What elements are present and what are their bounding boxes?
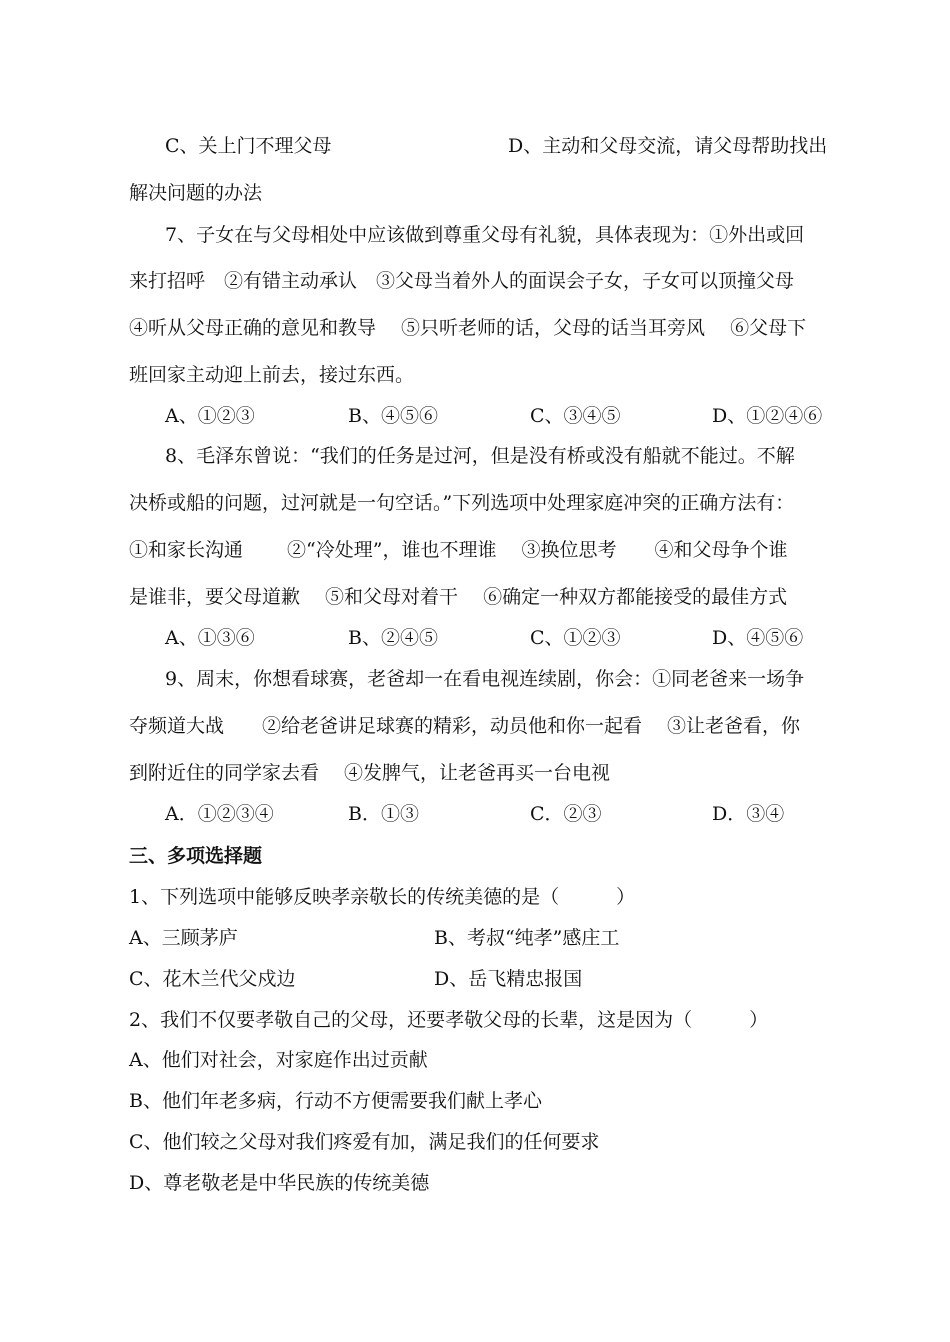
q6-option-d-continued: 解决问题的办法 — [129, 182, 263, 204]
q7-option-a: A、①②③ — [165, 405, 255, 427]
q6-option-c: C、关上门不理父母 — [165, 135, 332, 157]
q7-stem-line-3: ④听从父母正确的意见和教导 ⑤只听老师的话，父母的话当耳旁风 ⑥父母下 — [129, 317, 807, 339]
mq2-stem: 2、我们不仅要孝敬自己的父母，还要孝敬父母的长辈，这是因为（ ） — [129, 1009, 769, 1031]
q8-option-a: A、①③⑥ — [165, 627, 255, 649]
mq2-option-b: B、他们年老多病，行动不方便需要我们献上孝心 — [129, 1090, 542, 1112]
mq2-option-a: A、他们对社会，对家庭作出过贡献 — [129, 1049, 428, 1071]
q7-option-b: B、④⑤⑥ — [348, 405, 438, 427]
q7-option-d: D、①②④⑥ — [712, 405, 823, 427]
q9-option-c: C．②③ — [530, 803, 602, 825]
q7-option-c: C、③④⑤ — [530, 405, 621, 427]
q9-option-a: A．①②③④ — [165, 803, 274, 825]
mq2-option-c: C、他们较之父母对我们疼爱有加，满足我们的任何要求 — [129, 1131, 600, 1153]
mq1-stem: 1、下列选项中能够反映孝亲敬长的传统美德的是（ ） — [129, 886, 636, 908]
q8-stem-line-3: ①和家长沟通 ②“冷处理”，谁也不理谁 ③换位思考 ④和父母争个谁 — [129, 539, 788, 561]
q9-stem-line-2: 夺频道大战 ②给老爸讲足球赛的精彩，动员他和你一起看 ③让老爸看，你 — [129, 715, 801, 737]
section-heading-multiple-choice: 三、多项选择题 — [129, 845, 263, 867]
q9-stem-line-1: 9、周末，你想看球赛，老爸却一在看电视连续剧，你会：①同老爸来一场争 — [165, 668, 805, 690]
q9-option-d: D．③④ — [712, 803, 785, 825]
q8-option-d: D、④⑤⑥ — [712, 627, 804, 649]
mq1-option-c: C、花木兰代父戍边 — [129, 968, 296, 990]
q7-stem-line-4: 班回家主动迎上前去，接过东西。 — [129, 364, 415, 386]
q6-option-d: D、主动和父母交流，请父母帮助找出 — [508, 135, 828, 157]
q8-stem-line-4: 是谁非，要父母道歉 ⑤和父母对着干 ⑥确定一种双方都能接受的最佳方式 — [129, 586, 788, 608]
mq2-option-d: D、尊老敬老是中华民族的传统美德 — [129, 1172, 430, 1194]
q8-stem-line-1: 8、毛泽东曾说：“我们的任务是过河，但是没有桥或没有船就不能过。不解 — [165, 445, 795, 467]
q7-stem-line-1: 7、子女在与父母相处中应该做到尊重父母有礼貌，具体表现为：①外出或回 — [165, 224, 805, 246]
q8-option-c: C、①②③ — [530, 627, 621, 649]
mq1-option-a: A、三顾茅庐 — [129, 927, 238, 949]
q8-stem-line-2: 决桥或船的问题，过河就是一句空话。”下列选项中处理家庭冲突的正确方法有： — [129, 492, 795, 514]
mq1-option-b: B、考叔“纯孝”感庄工 — [434, 927, 620, 949]
mq1-option-d: D、岳飞精忠报国 — [434, 968, 583, 990]
q9-option-b: B．①③ — [348, 803, 419, 825]
q9-stem-line-3: 到附近住的同学家去看 ④发脾气，让老爸再买一台电视 — [129, 762, 611, 784]
q7-stem-line-2: 来打招呼 ②有错主动承认 ③父母当着外人的面误会子女，子女可以顶撞父母 — [129, 270, 795, 292]
q8-option-b: B、②④⑤ — [348, 627, 438, 649]
